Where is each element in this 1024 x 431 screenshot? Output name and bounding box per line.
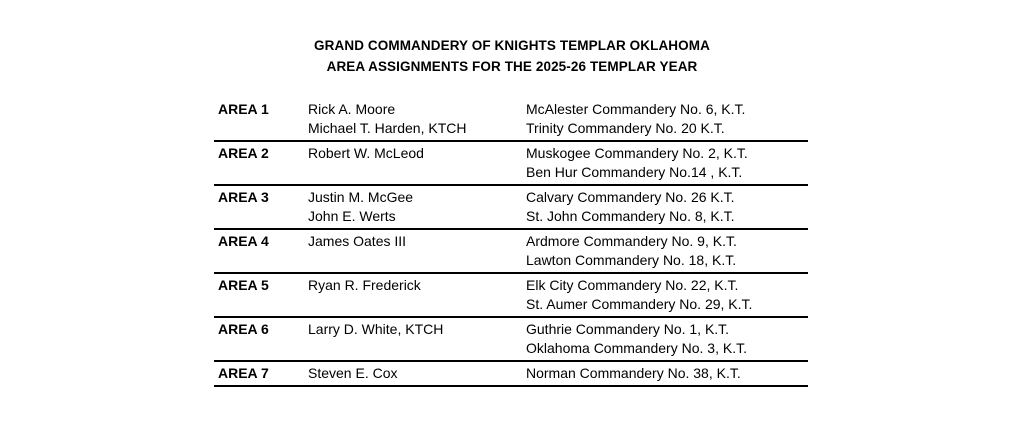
table-row [214, 100, 808, 119]
area-group [214, 98, 808, 142]
table-row [214, 232, 808, 251]
commandery-name: Calvary Commandery No. 26 K.T. [526, 189, 735, 205]
area-group [214, 362, 808, 387]
table-row [214, 119, 808, 138]
area-label: AREA 4 [218, 233, 269, 249]
person-name: Michael T. Harden, KTCH [308, 120, 467, 136]
commandery-name: St. Aumer Commandery No. 29, K.T. [526, 296, 753, 312]
area-label: AREA 1 [218, 101, 269, 117]
person-name: Steven E. Cox [308, 365, 398, 381]
area-label: AREA 2 [218, 145, 269, 161]
commandery-name: Ben Hur Commandery No.14 , K.T. [526, 164, 743, 180]
person-name: Rick A. Moore [308, 101, 396, 117]
commandery-name: Ardmore Commandery No. 9, K.T. [526, 233, 737, 249]
commandery-name: Lawton Commandery No. 18, K.T. [526, 252, 737, 268]
commandery-name: Elk City Commandery No. 22, K.T. [526, 277, 739, 293]
person-name: Robert W. McLeod [308, 145, 424, 161]
commandery-name: Norman Commandery No. 38, K.T. [526, 365, 741, 381]
commandery-name: Guthrie Commandery No. 1, K.T. [526, 321, 730, 337]
table-row [214, 163, 808, 182]
person-name: Ryan R. Frederick [308, 277, 421, 293]
table-row [214, 339, 808, 358]
table-row [214, 144, 808, 163]
table-row [214, 251, 808, 270]
area-label: AREA 3 [218, 189, 269, 205]
document-subtitle: AREA ASSIGNMENTS FOR THE 2025-26 TEMPLAR YEAR [326, 59, 698, 74]
area-label: AREA 7 [218, 365, 269, 381]
area-group [214, 230, 808, 274]
area-group [214, 274, 808, 318]
commandery-name: McAlester Commandery No. 6, K.T. [526, 101, 746, 117]
person-name: John E. Werts [308, 208, 396, 224]
person-name: James Oates III [308, 233, 407, 249]
area-label: AREA 6 [218, 321, 269, 337]
table-row [214, 364, 808, 383]
table-row [214, 320, 808, 339]
commandery-name: Trinity Commandery No. 20 K.T. [526, 120, 725, 136]
table-row [214, 295, 808, 314]
area-group [214, 318, 808, 362]
commandery-name: St. John Commandery No. 8, K.T. [526, 208, 735, 224]
person-name: Justin M. McGee [308, 189, 414, 205]
commandery-name: Oklahoma Commandery No. 3, K.T. [526, 340, 747, 356]
document-title: GRAND COMMANDERY OF KNIGHTS TEMPLAR OKLAHOMA [314, 38, 710, 53]
person-name: Larry D. White, KTCH [308, 321, 444, 337]
table-row [214, 207, 808, 226]
area-assignments-table [214, 98, 808, 387]
table-row [214, 188, 808, 207]
area-group [214, 186, 808, 230]
area-label: AREA 5 [218, 277, 269, 293]
commandery-name: Muskogee Commandery No. 2, K.T. [526, 145, 748, 161]
table-row [214, 276, 808, 295]
area-group [214, 142, 808, 186]
